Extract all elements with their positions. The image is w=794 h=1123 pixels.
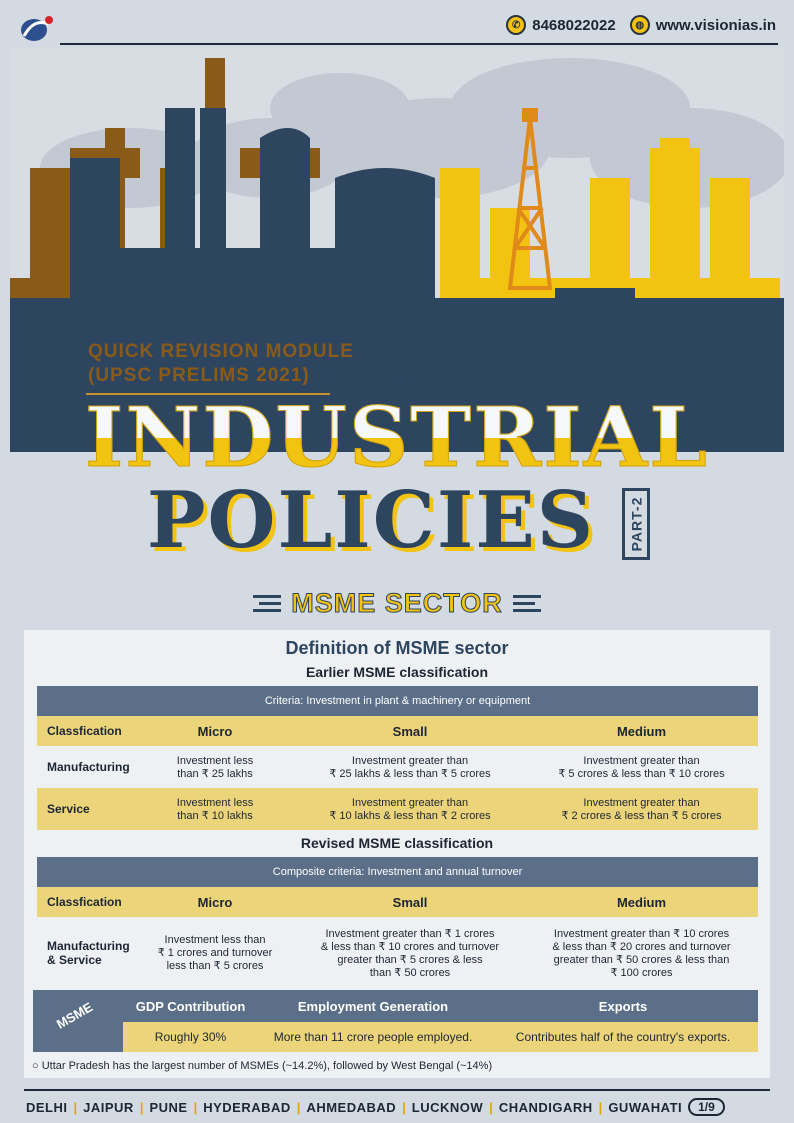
msme-header-row — [123, 990, 758, 1022]
row-label: Manufacturing & Service — [47, 939, 130, 967]
header-gdp: GDP Contribution — [135, 998, 246, 1014]
table-header-row — [37, 716, 758, 746]
header-small: Small — [392, 894, 428, 910]
header-employment: Employment Generation — [297, 998, 449, 1014]
header-micro: Micro — [197, 723, 233, 739]
city-jaipur: JAIPUR — [83, 1099, 134, 1115]
cell-medium: Investment greater than ₹ 2 crores & less than ₹ 5 crores — [561, 796, 722, 822]
website-url: www.visionias.in — [655, 16, 776, 34]
header-exports: Exports — [598, 998, 648, 1014]
revised-criteria: Composite criteria: Investment and annual turnover — [37, 857, 758, 887]
msme-values-row — [123, 1022, 758, 1052]
cell-small: Investment greater than ₹ 10 lakhs & less than ₹ 2 crores — [329, 796, 491, 822]
contact-info — [506, 15, 776, 35]
note-text — [32, 1060, 492, 1072]
row-label: Service — [47, 802, 90, 816]
title-line-1 — [0, 390, 794, 486]
title-line-2 — [0, 476, 768, 566]
footer-divider — [24, 1089, 770, 1091]
kicker-subject: ECONOMY — [316, 365, 422, 386]
title-industrial: INDUSTRIAL — [85, 390, 709, 486]
header-divider — [60, 43, 778, 45]
bullet-circle-icon: ○ — [32, 1060, 42, 1072]
kicker-exam: (UPSC PRELIMS 2021) — [88, 365, 310, 386]
row-label: Manufacturing — [47, 760, 130, 774]
city-guwahati: GUWAHATI — [608, 1099, 683, 1115]
website-link[interactable] — [630, 15, 776, 35]
kicker-line-2 — [88, 364, 421, 388]
earlier-classification-table — [37, 686, 758, 830]
page-header — [0, 0, 794, 46]
cell-medium: Investment greater than ₹ 5 crores & less than ₹ 10 crores — [558, 754, 725, 780]
phone-contact[interactable] — [506, 15, 615, 35]
heading-bars-left — [253, 595, 281, 612]
value-employment: More than 11 crore people employed. — [273, 1030, 473, 1044]
city-hyderabad: HYDERABAD — [203, 1099, 291, 1115]
definition-title: Definition of MSME sector — [285, 638, 509, 658]
value-gdp: Roughly 30% — [154, 1030, 227, 1044]
phone-number: 8468022022 — [532, 16, 616, 34]
table-row-manufacturing-service — [37, 917, 758, 989]
phone-icon: ✆ — [506, 15, 526, 35]
city-ahmedabad: AHMEDABAD — [306, 1099, 397, 1115]
city-delhi: DELHI — [26, 1099, 68, 1115]
heading-bars-right — [513, 595, 541, 612]
table-header-row — [37, 887, 758, 917]
revised-classification-table — [37, 857, 758, 989]
table-row-manufacturing — [37, 746, 758, 788]
part-badge — [622, 488, 650, 560]
note-body: Uttar Pradesh has the largest number of MSMEs (~14.2%), followed by West Bengal (~14%) — [41, 1060, 493, 1072]
earlier-criteria: Criteria: Investment in plant & machinery or equipment — [37, 686, 758, 716]
section-title: MSME SECTOR — [291, 588, 503, 618]
revised-title: Revised MSME classification — [300, 835, 494, 851]
section-heading — [0, 588, 794, 619]
part-label: PART-2 — [628, 496, 644, 552]
city-chandigarh: CHANDIGARH — [498, 1099, 593, 1115]
city-lucknow: LUCKNOW — [411, 1099, 484, 1115]
vision-logo — [18, 14, 54, 44]
msme-summary-table — [33, 990, 758, 1052]
cell-small: Investment greater than ₹ 25 lakhs & less than ₹ 5 crores — [329, 754, 491, 780]
earlier-title: Earlier MSME classification — [305, 664, 489, 680]
header-micro: Micro — [197, 894, 233, 910]
header-classification: Classfication — [47, 895, 122, 909]
cell-small: Investment greater than ₹ 1 crores & less than ₹ 10 crores and turnover greater than ₹ 5 crores & less than ₹ 50 crores — [320, 928, 500, 979]
table-row-service — [37, 788, 758, 830]
cell-micro: Investment less than ₹ 25 lakhs — [176, 754, 254, 780]
globe-icon: ◍ — [630, 15, 650, 35]
page-number: 1/9 — [688, 1098, 725, 1116]
header-classification: Classfication — [47, 724, 122, 738]
module-kicker — [88, 340, 421, 388]
cell-micro: Investment less than ₹ 1 crores and turnover less than ₹ 5 crores — [157, 934, 273, 972]
kicker-line-1: QUICK REVISION MODULE — [88, 341, 354, 362]
header-medium: Medium — [616, 723, 667, 739]
cell-micro: Investment less than ₹ 10 lakhs — [176, 796, 254, 822]
header-small: Small — [392, 723, 428, 739]
city-pune: PUNE — [149, 1099, 188, 1115]
cell-medium: Investment greater than ₹ 10 crores & less than ₹ 20 crores and turnover greater than ₹ 50 crores & less than ₹ 100 crores — [552, 928, 731, 979]
footer-cities: DELHI | JAIPUR | PUNE | HYDERABAD | AHMEDABAD | LUCKNOW | CHANDIGARH | GUWAHATI 1/9 — [26, 1098, 725, 1116]
title-policies: POLICIES — [146, 475, 596, 566]
value-exports: Contributes half of the country's exports. — [515, 1030, 731, 1044]
header-medium: Medium — [616, 894, 667, 910]
msme-label: MSME — [53, 999, 96, 1032]
msme-side-label — [33, 990, 123, 1052]
